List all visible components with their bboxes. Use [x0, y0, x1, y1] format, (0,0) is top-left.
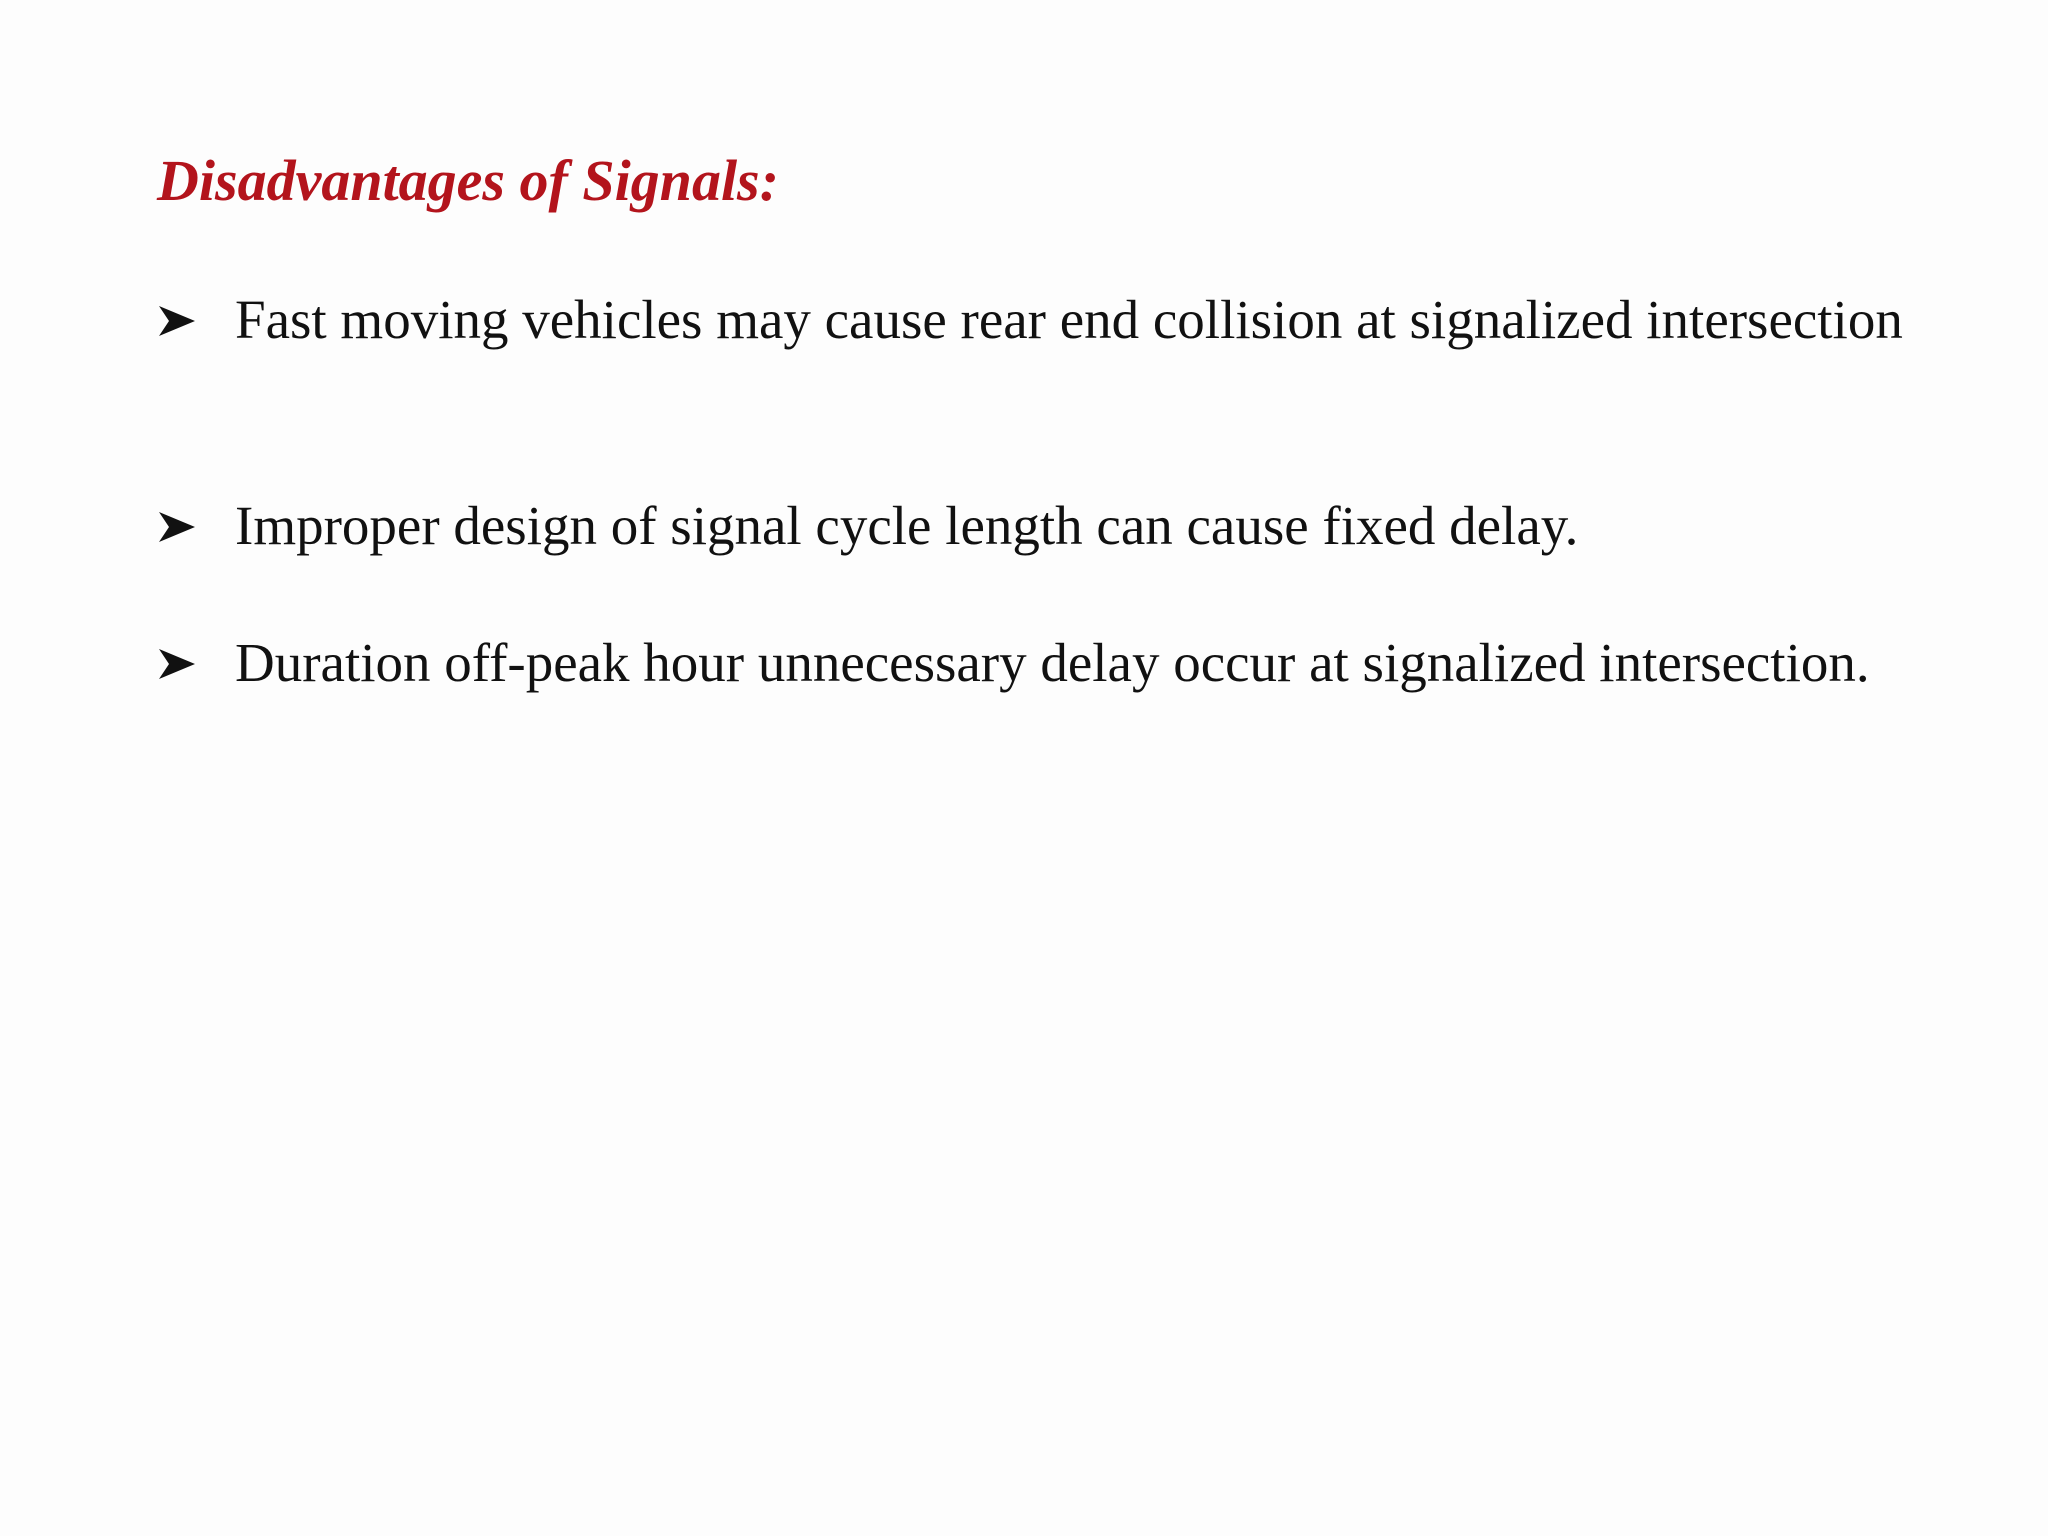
- slide-title: Disadvantages of Signals:: [157, 148, 779, 213]
- bullet-text: Improper design of signal cycle length can cause fixed delay.: [235, 495, 1579, 556]
- bullet-text: Fast moving vehicles may cause rear end collision at signalized intersection: [235, 289, 1903, 350]
- bullet-text: Duration off-peak hour unnecessary delay occur at signalized intersection.: [235, 632, 1870, 693]
- arrowhead-bullet-icon: [157, 510, 197, 544]
- arrowhead-bullet-icon: [157, 647, 197, 681]
- arrowhead-bullet-icon: [157, 304, 197, 338]
